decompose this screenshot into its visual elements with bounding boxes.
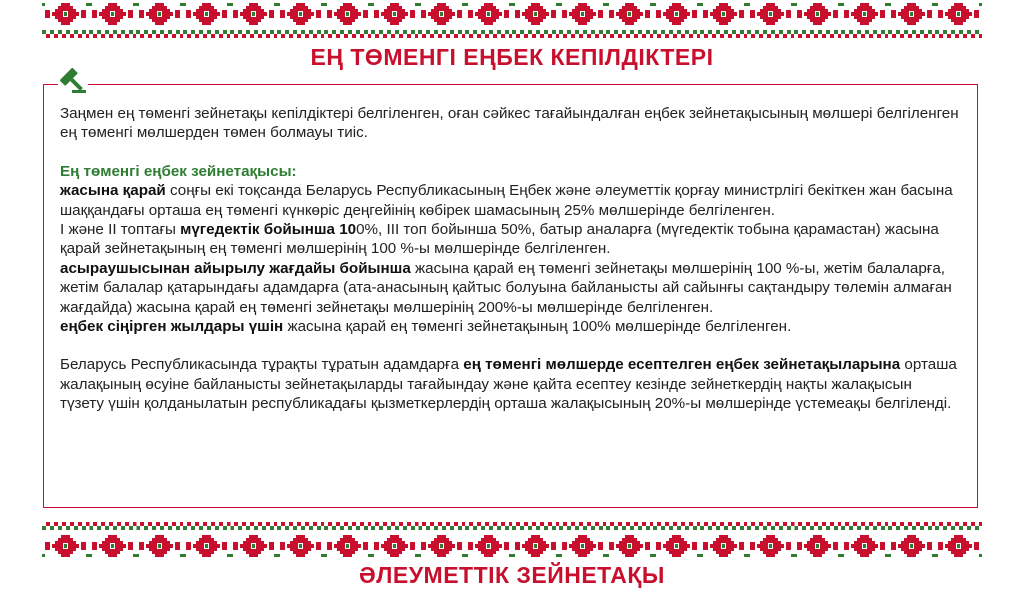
bold-term-age: жасына қарай bbox=[60, 182, 166, 200]
closing-paragraph bbox=[60, 355, 960, 413]
closing-text: орташа жалақының өсуіне байланысты зейнетақыларды тағайындау және қайта есептеу кезінде зейнеткердің нақты жалақысын түзету үшін қолданылатын республикадағы қызметкерлердің орташа жалақысының 20%-ы мөлшерінде үстемеақы белгіленді. bbox=[60, 356, 957, 413]
paragraph-age bbox=[60, 181, 960, 220]
section-title-social-pension: ӘЛЕУМЕТТІК ЗЕЙНЕТАҚЫ bbox=[359, 562, 665, 588]
spacer bbox=[60, 143, 960, 162]
paragraph-disability bbox=[60, 220, 960, 259]
page-title: ЕҢ ТӨМЕНГІ ЕҢБЕК КЕПІЛДІКТЕРІ bbox=[310, 44, 714, 70]
closing-start: Беларусь Республикасында тұрақты тұратын адамдарға bbox=[60, 356, 464, 374]
spacer bbox=[60, 336, 960, 355]
paragraph-service-text: жасына қарай ең төменгі зейнетақының 100% мөлшерінде белгіленген. bbox=[283, 318, 792, 336]
gavel-icon bbox=[58, 66, 88, 96]
ornament-icon bbox=[42, 520, 982, 560]
bold-term-closing: ең төменгі мөлшерде есептелген еңбек зейнетақыларына bbox=[463, 356, 901, 374]
paragraph-service bbox=[60, 317, 960, 336]
bold-term-service: еңбек сіңірген жылдары үшін bbox=[60, 318, 284, 336]
bold-term-disability: мүгедектік бойынша 10 bbox=[180, 221, 357, 239]
top-ornament-border bbox=[42, 0, 982, 40]
paragraph-age-text: соңғы екі тоқсанда Беларусь Республикасының Еңбек және әлеуметтік қорғау министрлігі бекіткен жан басына шаққандағы орташа ең төменгі күнкөріс деңгейінің көбірек шамасының 25% мөлшерінде белгіленген. bbox=[60, 182, 953, 219]
paragraph-disability-start: І және ІІ топтағы bbox=[60, 221, 181, 239]
bold-term-survivor: асыраушысынан айырылу жағдайы бойынша bbox=[60, 259, 411, 277]
paragraph-survivor-text: жасына қарай ең төменгі зейнетақы мөлшерінің 100 %-ы, жетім балаларға, жетім балалар қатарындағы адамдарға (ата-анасының қайтыс болуына байланысты ай сайынғы сақтандыру төлемін алмаған жағдайда) жасына қарай ең төменгі зейнетақы мөлшерінің 200%-ы мөлшерінде белгіленген. bbox=[60, 259, 952, 316]
ornament-icon bbox=[42, 0, 982, 40]
content-body bbox=[60, 104, 960, 414]
paragraph-disability-text: 0%, ІІІ топ бойынша 50%, батыр аналарға (мүгедектік тобына қарамастан) жасына қарай зейнетақының ең төменгі мөлшерінің 100 %-ы мөлшерінде белгіленген. bbox=[60, 221, 939, 258]
section-subtitle: Ең төменгі еңбек зейнетақысы: bbox=[60, 162, 297, 180]
intro-paragraph: Заңмен ең төменгі зейнетақы кепілдіктері белгіленген, оған сәйкес тағайындалған еңбек зейнетақысының мөлшері белгіленген ең төменгі мөлшерден төмен болмауы тиіс. bbox=[60, 105, 959, 142]
bottom-ornament-border bbox=[42, 520, 982, 560]
paragraph-survivor bbox=[60, 259, 960, 317]
